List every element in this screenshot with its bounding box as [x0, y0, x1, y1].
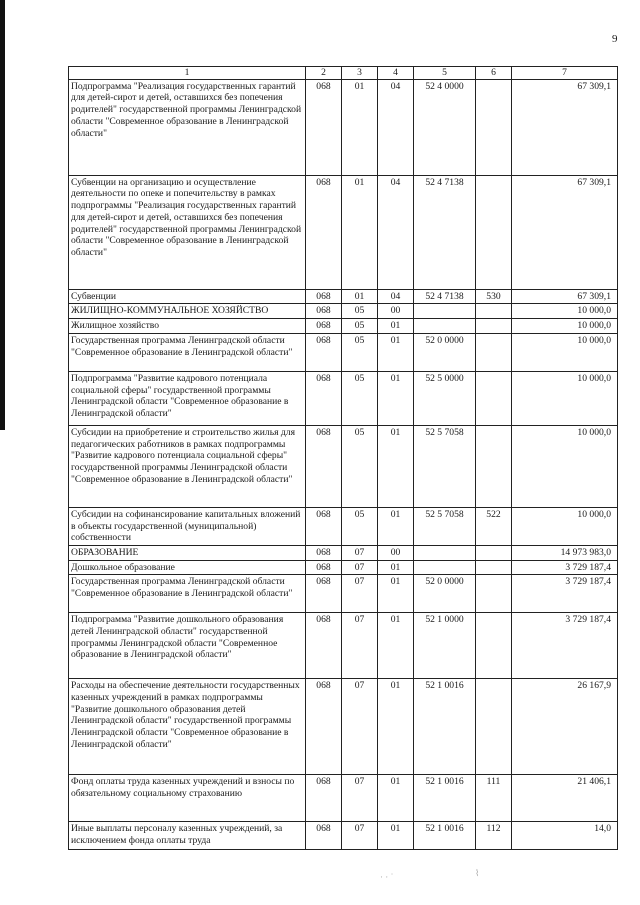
row-name-cell: Подпрограмма "Развитие кадрового потенциала социальной сферы" государственной программы Ленинградской области "Современное образование в Ленинградской области"	[69, 371, 306, 425]
target-code-cell: 52 5 7058	[414, 507, 476, 545]
row-name-cell: Субвенции на организацию и осуществление деятельности по опеке и попечительству в рамках подпрограммы "Реализация государственных гарантий для детей-сирот и детей, оставшихся без попечения родителей" государственной программы Ленинградской области "Современное образование в Ленинградской области"	[69, 175, 306, 289]
amount-cell: 14 973 983,0	[512, 545, 618, 560]
subsection-code-cell: 01	[378, 822, 414, 850]
target-code-cell: 52 0 0000	[414, 333, 476, 371]
table-row	[69, 79, 618, 175]
row-name-cell: Государственная программа Ленинградской области "Современное образование в Ленинградской области"	[69, 575, 306, 613]
subsection-code-cell: 01	[378, 775, 414, 822]
column-header: 5	[414, 67, 476, 80]
subsection-code-cell: 04	[378, 79, 414, 175]
ministry-code-cell: 068	[306, 679, 342, 775]
ministry-code-cell: 068	[306, 560, 342, 575]
row-name-cell: Государственная программа Ленинградской области "Современное образование в Ленинградской области"	[69, 333, 306, 371]
subsection-code-cell: 00	[378, 545, 414, 560]
ministry-code-cell: 068	[306, 822, 342, 850]
expense-type-cell	[476, 575, 512, 613]
amount-cell: 67 309,1	[512, 175, 618, 289]
row-name-cell: Фонд оплаты труда казенных учреждений и взносы по обязательному социальному страхованию	[69, 775, 306, 822]
page-number: 9	[612, 33, 618, 45]
subsection-code-cell: 01	[378, 319, 414, 334]
target-code-cell	[414, 304, 476, 319]
ministry-code-cell: 068	[306, 319, 342, 334]
amount-cell: 3 729 187,4	[512, 560, 618, 575]
subsection-code-cell: 01	[378, 371, 414, 425]
expense-type-cell	[476, 560, 512, 575]
section-code-cell: 07	[342, 679, 378, 775]
section-code-cell: 07	[342, 822, 378, 850]
ministry-code-cell: 068	[306, 175, 342, 289]
expense-type-cell	[476, 304, 512, 319]
section-code-cell: 07	[342, 775, 378, 822]
table-row	[69, 507, 618, 545]
table-row	[69, 319, 618, 334]
amount-cell: 3 729 187,4	[512, 613, 618, 679]
target-code-cell: 52 4 7138	[414, 289, 476, 304]
amount-cell: 67 309,1	[512, 79, 618, 175]
subsection-code-cell: 01	[378, 425, 414, 507]
subsection-code-cell: 01	[378, 575, 414, 613]
section-code-cell: 05	[342, 333, 378, 371]
budget-table	[68, 66, 618, 850]
target-code-cell	[414, 545, 476, 560]
target-code-cell: 52 4 0000	[414, 79, 476, 175]
column-header: 4	[378, 67, 414, 80]
table-row	[69, 613, 618, 679]
expense-type-cell: 522	[476, 507, 512, 545]
row-name-cell: Расходы на обеспечение деятельности государственных казенных учреждений в рамках подпрограммы "Развитие дошкольного образования детей Ленинградской области" государственной программы Ленинградской области "Современное образование в Ленинградской области"	[69, 679, 306, 775]
table-row	[69, 575, 618, 613]
scan-noise-mark: · · ˙	[380, 872, 394, 882]
ministry-code-cell: 068	[306, 79, 342, 175]
table-row	[69, 545, 618, 560]
column-header: 2	[306, 67, 342, 80]
ministry-code-cell: 068	[306, 613, 342, 679]
expense-type-cell	[476, 319, 512, 334]
row-name-cell: Подпрограмма "Реализация государственных гарантий для детей-сирот и детей, оставшихся без попечения родителей" государственной программы Ленинградской области "Современное образование в Ленинградской области"	[69, 79, 306, 175]
amount-cell: 10 000,0	[512, 333, 618, 371]
table-row	[69, 289, 618, 304]
target-code-cell: 52 1 0000	[414, 613, 476, 679]
scan-edge-mark	[0, 0, 5, 430]
ministry-code-cell: 068	[306, 775, 342, 822]
expense-type-cell	[476, 425, 512, 507]
expense-type-cell: 112	[476, 822, 512, 850]
table-row	[69, 175, 618, 289]
amount-cell: 21 406,1	[512, 775, 618, 822]
section-code-cell: 05	[342, 319, 378, 334]
column-header: 6	[476, 67, 512, 80]
ministry-code-cell: 068	[306, 425, 342, 507]
target-code-cell: 52 1 0016	[414, 775, 476, 822]
expense-type-cell	[476, 175, 512, 289]
column-header: 1	[69, 67, 306, 80]
table-header-row	[69, 67, 618, 80]
ministry-code-cell: 068	[306, 289, 342, 304]
section-code-cell: 07	[342, 613, 378, 679]
subsection-code-cell: 00	[378, 304, 414, 319]
row-name-cell: Дошкольное образование	[69, 560, 306, 575]
subsection-code-cell: 04	[378, 289, 414, 304]
expense-type-cell	[476, 333, 512, 371]
row-name-cell: Субсидии на приобретение и строительство жилья для педагогических работников в рамках подпрограммы "Развитие кадрового потенциала социальной сферы" государственной программы Ленинградской области "Современное образование в Ленинградской области"	[69, 425, 306, 507]
section-code-cell: 07	[342, 545, 378, 560]
amount-cell: 10 000,0	[512, 319, 618, 334]
target-code-cell: 52 1 0016	[414, 822, 476, 850]
table-row	[69, 333, 618, 371]
section-code-cell: 01	[342, 79, 378, 175]
column-header: 7	[512, 67, 618, 80]
row-name-cell: Субсидии на софинансирование капитальных вложений в объекты государственной (муниципальной) собственности	[69, 507, 306, 545]
amount-cell: 10 000,0	[512, 304, 618, 319]
row-name-cell: Иные выплаты персоналу казенных учреждений, за исключением фонда оплаты труда	[69, 822, 306, 850]
row-name-cell: ОБРАЗОВАНИЕ	[69, 545, 306, 560]
target-code-cell: 52 4 7138	[414, 175, 476, 289]
target-code-cell: 52 0 0000	[414, 575, 476, 613]
table-row	[69, 560, 618, 575]
section-code-cell: 01	[342, 175, 378, 289]
expense-type-cell	[476, 679, 512, 775]
table-row	[69, 822, 618, 850]
ministry-code-cell: 068	[306, 304, 342, 319]
subsection-code-cell: 04	[378, 175, 414, 289]
target-code-cell: 52 1 0016	[414, 679, 476, 775]
amount-cell: 26 167,9	[512, 679, 618, 775]
row-name-cell: Жилищное хозяйство	[69, 319, 306, 334]
amount-cell: 10 000,0	[512, 507, 618, 545]
ministry-code-cell: 068	[306, 545, 342, 560]
ministry-code-cell: 068	[306, 371, 342, 425]
target-code-cell: 52 5 0000	[414, 371, 476, 425]
column-header: 3	[342, 67, 378, 80]
section-code-cell: 05	[342, 371, 378, 425]
table-row	[69, 775, 618, 822]
section-code-cell: 07	[342, 560, 378, 575]
amount-cell: 10 000,0	[512, 371, 618, 425]
target-code-cell	[414, 560, 476, 575]
amount-cell: 67 309,1	[512, 289, 618, 304]
expense-type-cell	[476, 79, 512, 175]
target-code-cell	[414, 319, 476, 334]
scan-noise-mark: ⌇	[475, 868, 480, 878]
row-name-cell: Подпрограмма "Развитие дошкольного образования детей Ленинградской области" государственной программы Ленинградской области "Современное образование в Ленинградской области"	[69, 613, 306, 679]
ministry-code-cell: 068	[306, 575, 342, 613]
table-body	[69, 79, 618, 850]
ministry-code-cell: 068	[306, 507, 342, 545]
expense-type-cell: 111	[476, 775, 512, 822]
expense-type-cell	[476, 613, 512, 679]
section-code-cell: 05	[342, 304, 378, 319]
table-row	[69, 679, 618, 775]
row-name-cell: Субвенции	[69, 289, 306, 304]
expense-type-cell	[476, 545, 512, 560]
ministry-code-cell: 068	[306, 333, 342, 371]
table-row	[69, 425, 618, 507]
table-row	[69, 304, 618, 319]
amount-cell: 14,0	[512, 822, 618, 850]
section-code-cell: 01	[342, 289, 378, 304]
subsection-code-cell: 01	[378, 333, 414, 371]
amount-cell: 10 000,0	[512, 425, 618, 507]
section-code-cell: 07	[342, 575, 378, 613]
expense-type-cell: 530	[476, 289, 512, 304]
target-code-cell: 52 5 7058	[414, 425, 476, 507]
expense-type-cell	[476, 371, 512, 425]
amount-cell: 3 729 187,4	[512, 575, 618, 613]
row-name-cell: ЖИЛИЩНО-КОММУНАЛЬНОЕ ХОЗЯЙСТВО	[69, 304, 306, 319]
subsection-code-cell: 01	[378, 507, 414, 545]
table-row	[69, 371, 618, 425]
section-code-cell: 05	[342, 425, 378, 507]
subsection-code-cell: 01	[378, 613, 414, 679]
subsection-code-cell: 01	[378, 679, 414, 775]
subsection-code-cell: 01	[378, 560, 414, 575]
section-code-cell: 05	[342, 507, 378, 545]
